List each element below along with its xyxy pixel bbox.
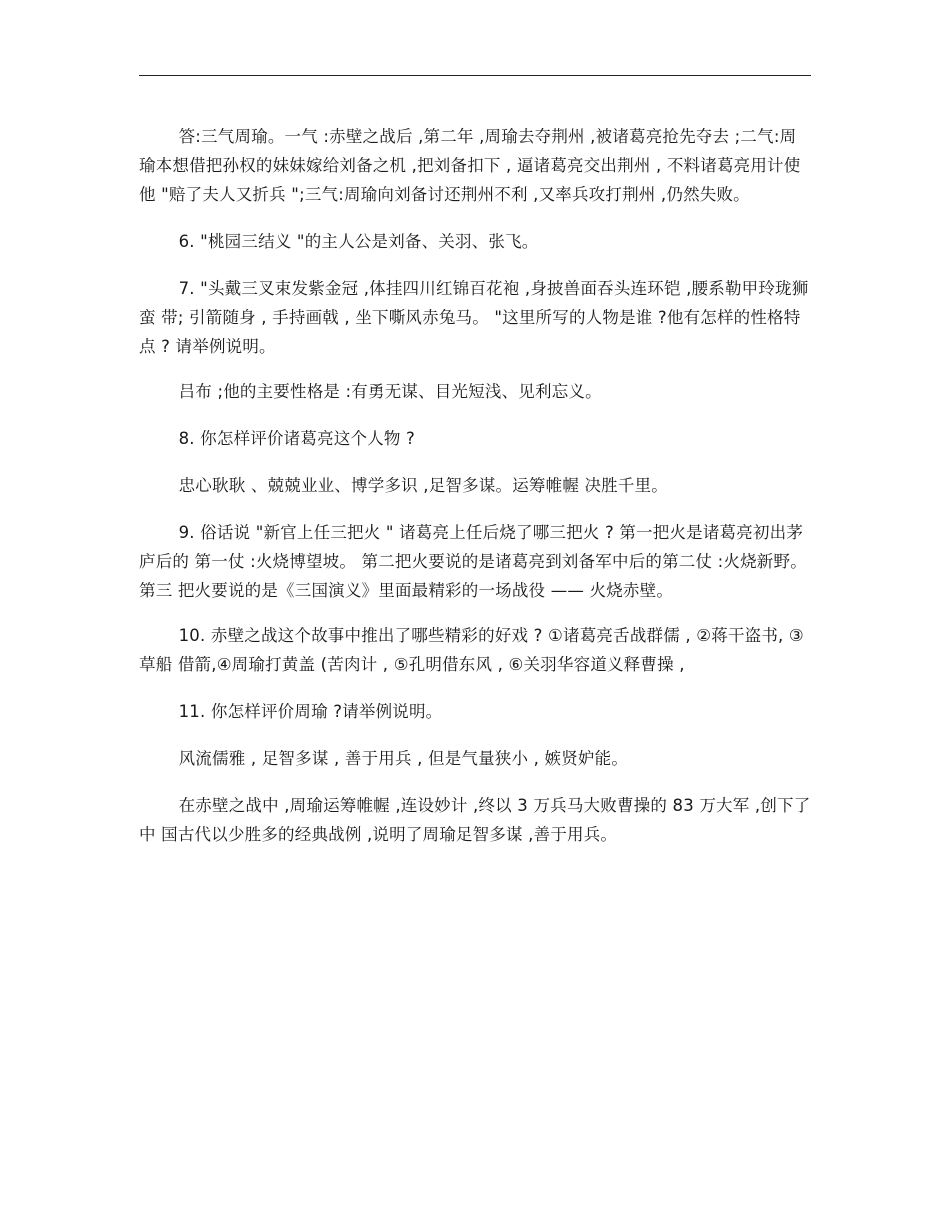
answer-7-lubu: 吕布 ;他的主要性格是 :有勇无谋、目光短浅、见利忘义。 <box>178 382 602 401</box>
header-rule <box>139 75 811 76</box>
answer-8-zhuge-liang: 忠心耿耿 、兢兢业业、博学多识 ,足智多谋。运筹帷幄 决胜千里。 <box>178 476 668 495</box>
question-9-three-fires: 9. 俗话说 "新官上任三把火 " 诸葛亮上任后烧了哪三把火 ? 第一把火是诸葛亮初出茅庐后的 第一仗 :火烧博望坡。 第二把火要说的是诸葛亮到刘备军中后的第二仗 :火烧新野。 第三 把火要说的是《三国演义》里面最精彩的一场战役 —— 火烧赤壁。 <box>139 523 807 600</box>
question-7-character-description: 7. "头戴三叉束发紫金冠 ,体挂四川红锦百花袍 ,身披兽面吞头连环铠 ,腰系勒甲玲珑狮蛮 带; 引箭随身 , 手持画戟 , 坐下嘶风赤兔马。 "这里所写的人物是谁 ?他有怎样的性格特点 ? 请举例说明。 <box>139 279 809 356</box>
question-11-evaluate-zhouyu: 11. 你怎样评价周瑜 ?请举例说明。 <box>178 702 443 721</box>
document-body <box>139 122 811 867</box>
answer-11-red-cliffs-example: 在赤壁之战中 ,周瑜运筹帷幄 ,连设妙计 ,终以 3 万兵马大败曹操的 83 万大军 ,创下了中 国古代以少胜多的经典战例 ,说明了周瑜足智多谋 ,善于用兵。 <box>139 796 811 844</box>
answer-11-zhouyu-traits: 风流儒雅 , 足智多谋 , 善于用兵 , 但是气量狭小 , 嫉贤妒能。 <box>178 749 629 768</box>
question-8-evaluate-zhuge-liang: 8. 你怎样评价诸葛亮这个人物 ? <box>178 429 415 448</box>
answer-three-angers-zhouyu: 答:三气周瑜。一气 :赤壁之战后 ,第二年 ,周瑜去夺荆州 ,被诸葛亮抢先夺去 ;二气:周 瑜本想借把孙权的妹妹嫁给刘备之机 ,把刘备扣下 , 逼诸葛亮交出荆州 , 不料诸葛亮用计使 他 "赔了夫人又折兵 ";三气:周瑜向刘备讨还荆州不利 ,又率兵攻打荆州 ,仍然失败。 <box>139 127 801 204</box>
question-6-peach-garden-oath: 6. "桃园三结义 "的主人公是刘备、关羽、张飞。 <box>178 232 539 251</box>
question-10-red-cliffs-stories: 10. 赤壁之战这个故事中推出了哪些精彩的好戏 ? ①诸葛亮舌战群儒 , ②蒋干盗书, ③草船 借箭,④周瑜打黄盖 (苦肉计 , ⑤孔明借东风 , ⑥关羽华容道义释曹操 , <box>139 626 804 674</box>
